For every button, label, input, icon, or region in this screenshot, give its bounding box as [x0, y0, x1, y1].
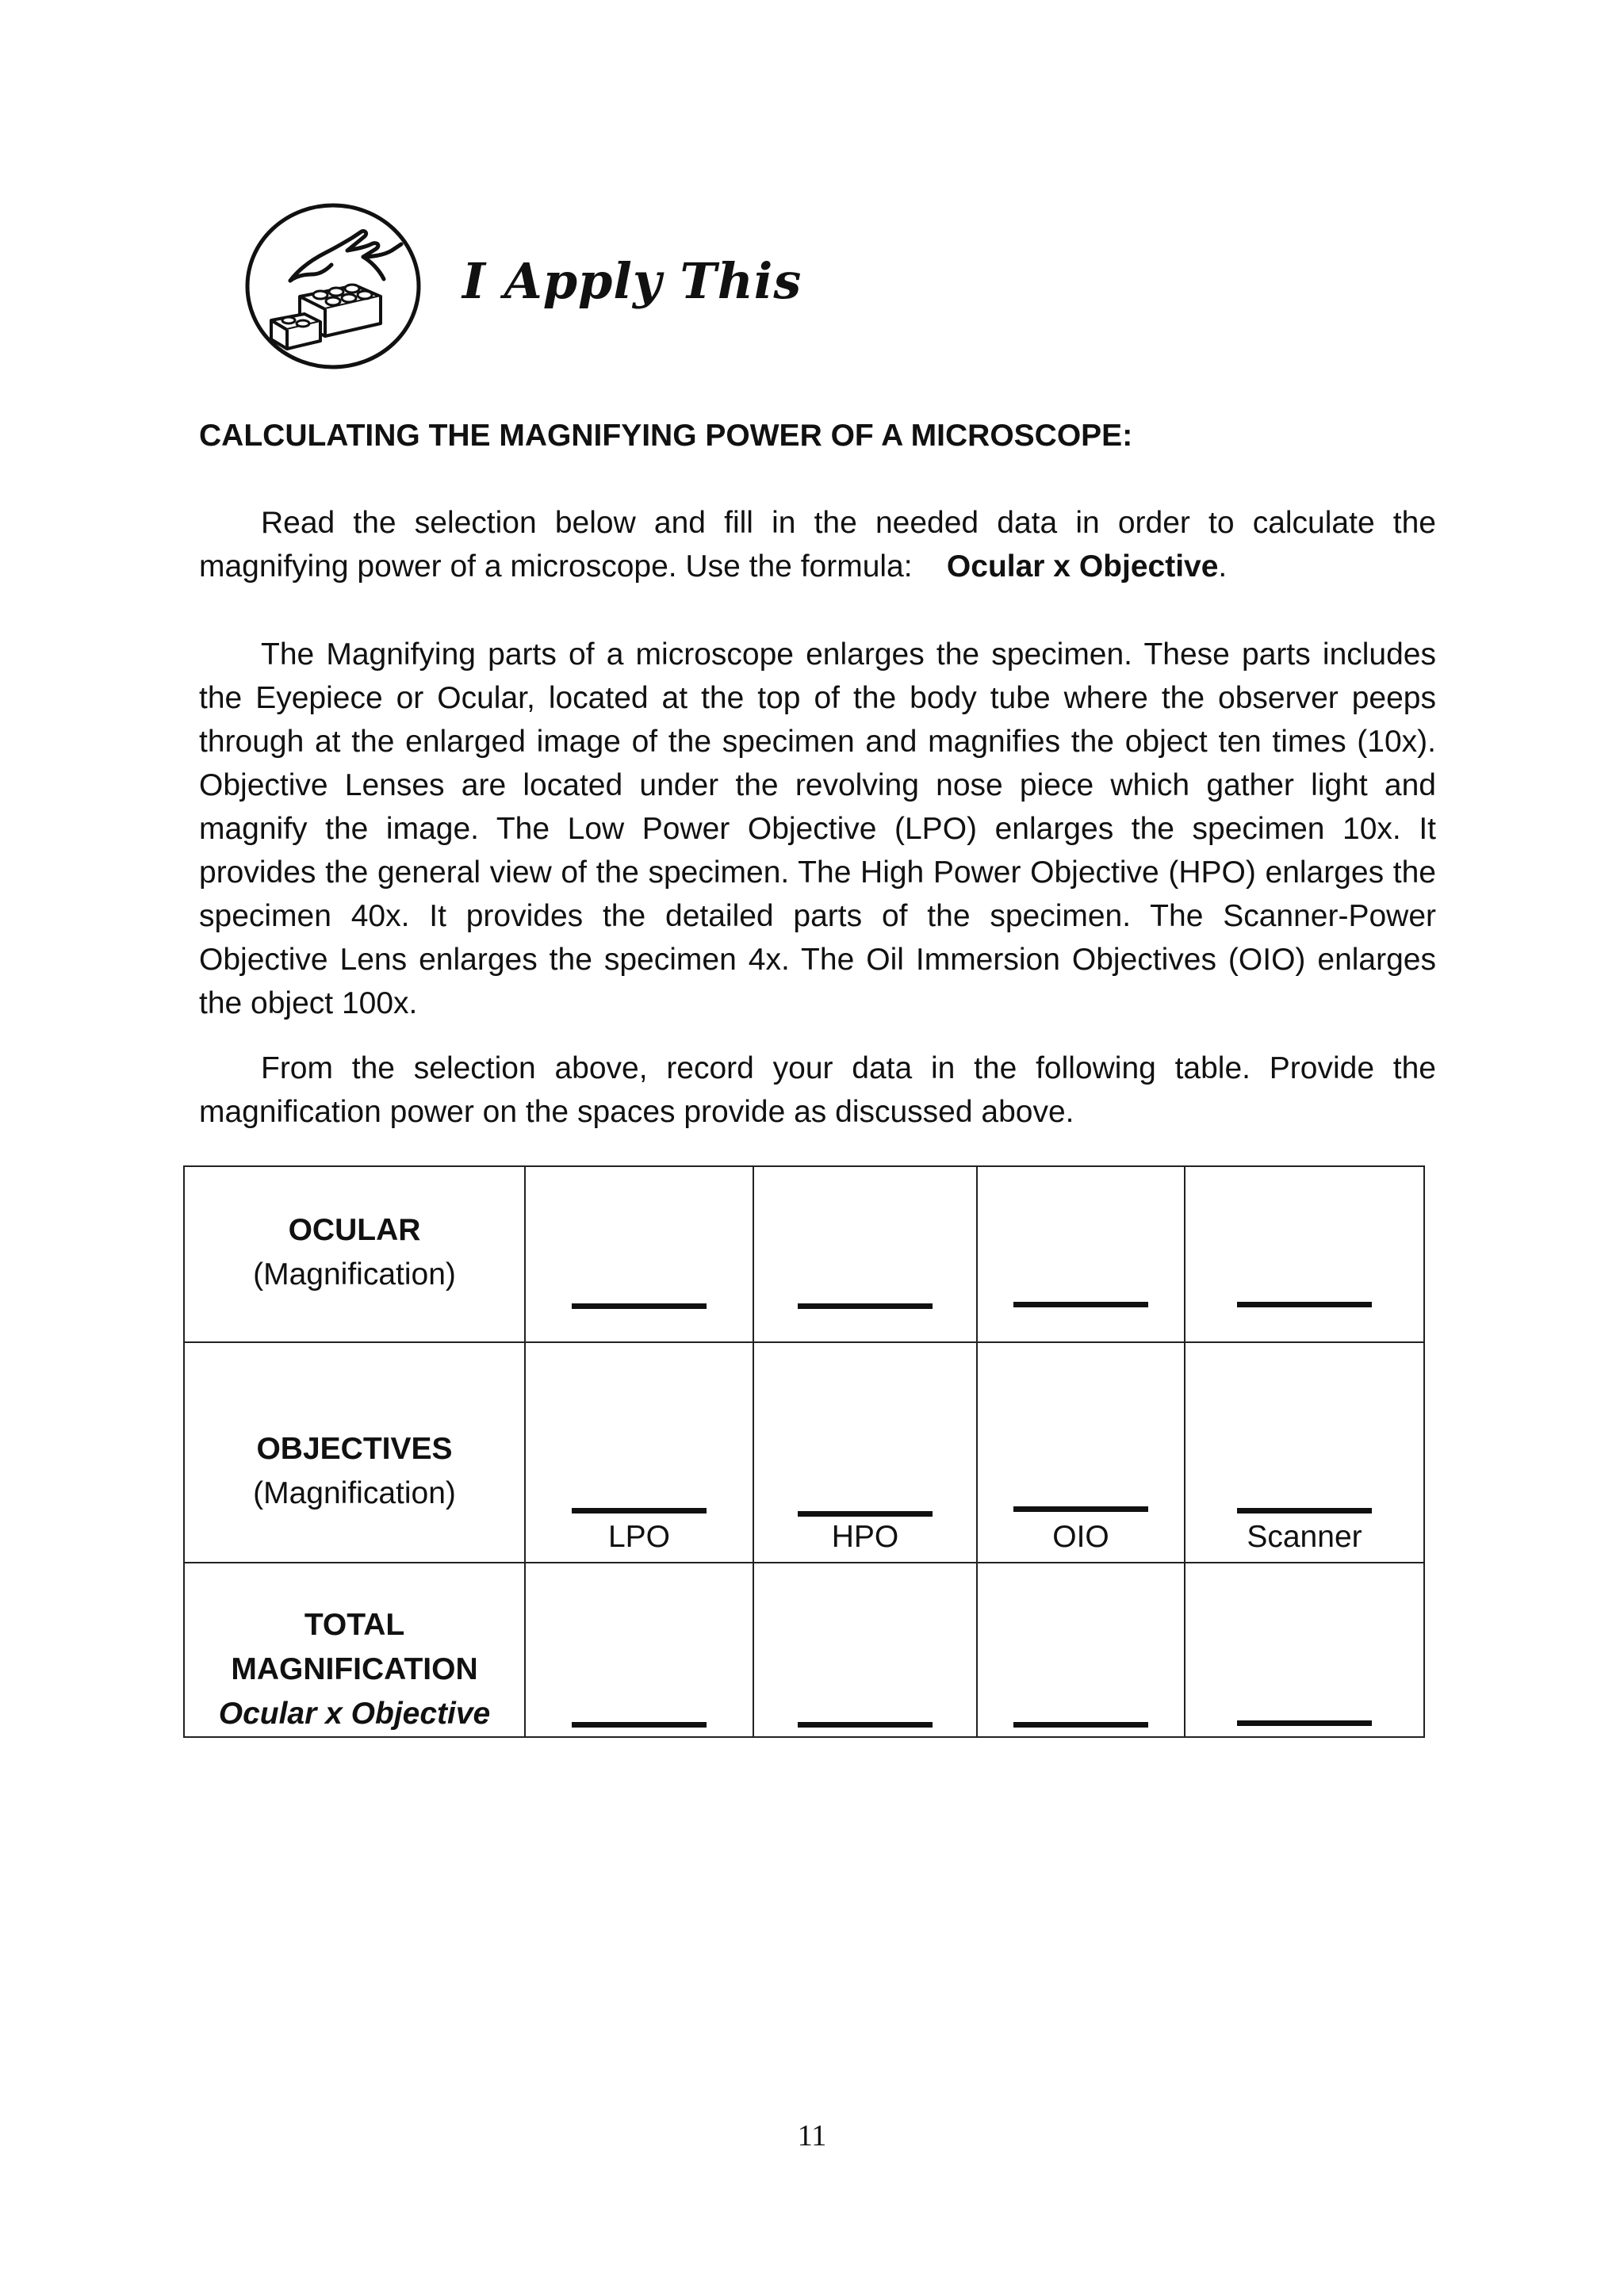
row-subtitle: (Magnification): [253, 1476, 456, 1510]
table-row-total: [184, 1563, 1424, 1737]
table-row-ocular: [184, 1166, 1424, 1342]
magnification-table: [183, 1165, 1425, 1738]
formula-text: Ocular x Objective: [946, 549, 1219, 584]
column-label-lpo: LPO: [607, 1520, 671, 1554]
answer-blank[interactable]: [572, 1508, 707, 1513]
answer-cell[interactable]: [1185, 1166, 1424, 1342]
answer-blank[interactable]: [798, 1303, 933, 1309]
intro-end: .: [1218, 549, 1228, 584]
answer-cell[interactable]: [977, 1166, 1185, 1342]
column-label-hpo: HPO: [831, 1520, 899, 1554]
row-header-total: [184, 1563, 525, 1737]
row-header-objectives: [184, 1342, 525, 1563]
row-title-line1: TOTAL: [304, 1608, 405, 1642]
answer-blank[interactable]: [572, 1722, 707, 1728]
row-title: OBJECTIVES: [256, 1432, 453, 1466]
answer-blank[interactable]: [798, 1511, 933, 1517]
row-title-line2: MAGNIFICATION: [231, 1652, 478, 1686]
intro-text: Read the selection below and fill in the needed data in order to calculate the magnifying power of a microscope. Use the formula:: [199, 506, 1436, 584]
answer-blank[interactable]: [1013, 1302, 1148, 1307]
answer-cell[interactable]: [753, 1563, 977, 1737]
column-label-oio: OIO: [1052, 1520, 1109, 1554]
answer-cell[interactable]: [525, 1166, 753, 1342]
answer-blank[interactable]: [798, 1722, 933, 1728]
worksheet-heading: CALCULATING THE MAGNIFYING POWER OF A MICROSCOPE:: [199, 419, 1133, 453]
instruction-paragraph: [199, 1047, 1436, 1134]
selection-paragraph: [199, 633, 1436, 1025]
answer-blank[interactable]: [572, 1303, 707, 1309]
intro-paragraph: [199, 501, 1436, 588]
section-title: I Apply This: [462, 252, 802, 310]
answer-cell[interactable]: [1185, 1563, 1424, 1737]
answer-cell[interactable]: [525, 1342, 753, 1563]
answer-cell[interactable]: [977, 1563, 1185, 1737]
row-header-ocular: [184, 1166, 525, 1342]
answer-cell[interactable]: [753, 1166, 977, 1342]
answer-blank[interactable]: [1013, 1506, 1148, 1512]
answer-blank[interactable]: [1237, 1720, 1372, 1726]
answer-blank[interactable]: [1237, 1302, 1372, 1307]
selection-text: The Magnifying parts of a microscope enlarges the specimen. These parts includes the Eyepiece or Ocular, located at the top of the body tube where the observer peeps through at the enlarged image of the specimen and magnifies the object ten times (10x). Objective Lenses are located under the revolving nose piece which gather light and magnify the image. The Low Power Objective (LPO) enlarges the specimen 10x. It provides the general view of the specimen. The High Power Objective (HPO) enlarges the specimen 40x. It provides the detailed parts of the specimen. The Scanner-Power Objective Lens enlarges the specimen 4x. The Oil Immersion Objectives (OIO) enlarges the object 100x.: [199, 637, 1436, 1020]
answer-blank[interactable]: [1237, 1508, 1372, 1513]
answer-blank[interactable]: [1013, 1722, 1148, 1728]
page-number: 11: [797, 2119, 827, 2152]
row-formula: Ocular x Objective: [218, 1697, 491, 1731]
row-title: OCULAR: [288, 1213, 421, 1247]
table-row-objectives: [184, 1342, 1424, 1563]
hand-on-blocks-icon: [244, 203, 422, 369]
answer-cell[interactable]: [525, 1563, 753, 1737]
instruction-text: From the selection above, record your data in the following table. Provide the magnification power on the spaces provide as discussed above.: [199, 1051, 1436, 1129]
answer-cell[interactable]: [753, 1342, 977, 1563]
column-label-scanner: Scanner: [1247, 1520, 1362, 1554]
row-subtitle: (Magnification): [253, 1257, 456, 1292]
answer-cell[interactable]: [1185, 1342, 1424, 1563]
answer-cell[interactable]: [977, 1342, 1185, 1563]
